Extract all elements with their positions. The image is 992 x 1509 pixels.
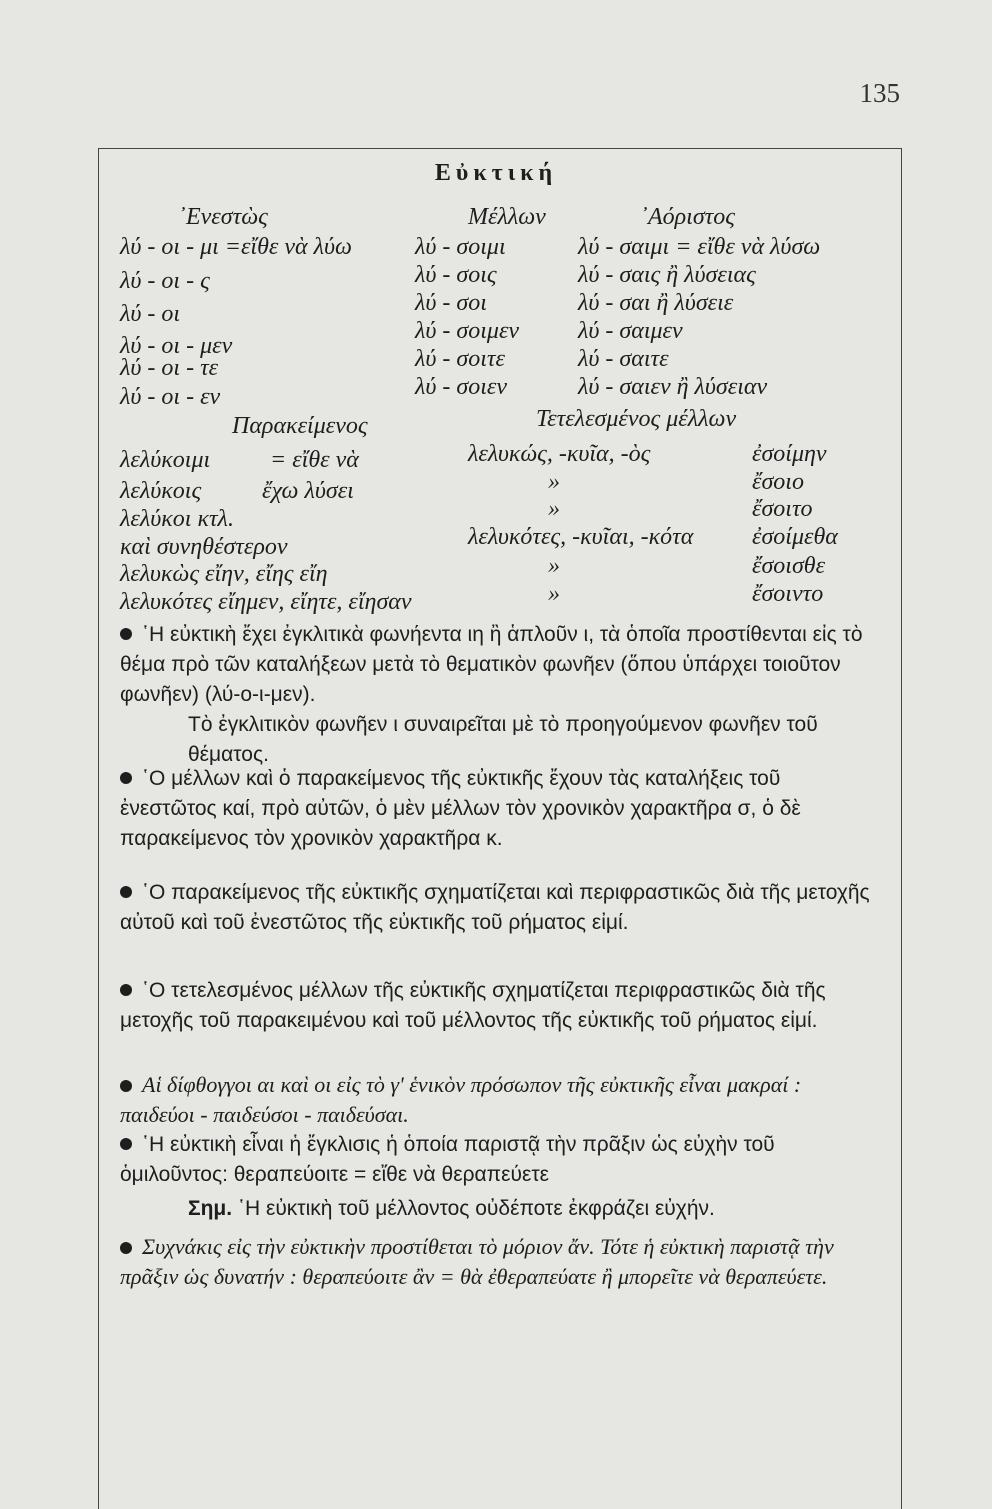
future-perfect-participle: »: [548, 581, 560, 607]
aorist-form: λύ - σαιτε: [578, 346, 669, 372]
aorist-form: λύ - σαιεν ἢ λύσειαν: [578, 374, 768, 400]
aorist-form: λύ - σαις ἢ λύσειας: [578, 262, 756, 288]
bullet-icon: [120, 772, 132, 784]
present-form: λύ - οι - ς: [120, 268, 210, 294]
note-paragraph: Σημ. ῾Η εὐκτικὴ τοῦ μέλλοντος οὐδέποτε ἐκφράζει εὐχήν.: [188, 1197, 715, 1220]
bullet-icon: [120, 984, 132, 996]
future-form: λύ - σοιεν: [415, 374, 508, 400]
bullet-icon: [120, 886, 132, 898]
bullet-icon: [120, 1080, 132, 1092]
present-form: λύ - οι: [120, 301, 181, 327]
header-perfect: Παρακείμενος: [232, 413, 368, 439]
perfect-form: καὶ συνηθέστερον: [120, 534, 288, 560]
perfect-form: λελύκοιμι: [120, 447, 211, 473]
future-perfect-aux: ἔσοιντο: [752, 581, 824, 607]
future-perfect-aux: ἔσοισθε: [752, 553, 826, 579]
bullet-icon: [120, 1138, 132, 1150]
future-perfect-aux: ἔσοιτο: [752, 496, 813, 522]
header-future: Μέλλων: [468, 204, 546, 230]
header-present: ᾿Ενεστὼς: [178, 204, 268, 230]
note-paragraph: Συχνάκις εἰς τὴν εὐκτικὴν προστίθεται τὸ μόριον ἄν. Τότε ἡ εὐκτικὴ παριστᾷ τὴν πρᾶξιν ὡς δυνατήν : θεραπεύοιτε ἂν = θὰ ἐθεραπεύατε ἢ μπορεῖτε νὰ θεραπεύετε.: [120, 1234, 834, 1289]
note-paragraph: ῾Η εὐκτικὴ εἶναι ἡ ἔγκλισις ἡ ὁποία παριστᾷ τὴν πρᾶξιν ὡς εὐχὴν τοῦ ὁμιλοῦντος: θεραπεύοιτε = εἴθε νὰ θεραπεύετε: [120, 1133, 775, 1186]
note-paragraph: ῾Ο μέλλων καὶ ὁ παρακείμενος τῆς εὐκτικῆς ἔχουν τὰς καταλήξεις τοῦ ἐνεστῶτος καί, πρὸ αὐτῶν, ὁ μὲν μέλλων τὸν χρονικὸν χαρακτῆρα σ, ὁ δὲ παρακείμενος τὸν χρονικὸν χαρακτῆρα κ.: [120, 767, 801, 850]
future-perfect-participle: λελυκότες, -κυῖαι, -κότα: [468, 524, 694, 550]
bullet-icon: [120, 1242, 132, 1254]
future-perfect-aux: ἐσοίμεθα: [752, 524, 838, 550]
perfect-form: λελύκοι κτλ.: [120, 506, 234, 532]
future-perfect-participle: »: [548, 496, 560, 522]
perfect-gloss: = εἴθε νὰ: [270, 447, 359, 473]
future-form: λύ - σοι: [415, 290, 487, 316]
aorist-form: λύ - σαιμεν: [578, 318, 683, 344]
perfect-gloss: ἔχω λύσει: [262, 478, 354, 504]
future-perfect-participle: »: [548, 553, 560, 579]
note-paragraph: Τὸ ἐγκλιτικὸν φωνῆεν ι συναιρεῖται μὲ τὸ προηγούμενον φωνῆεν τοῦ θέματος.: [188, 713, 818, 766]
note-paragraph: Αἱ δίφθογγοι αι καὶ οι εἰς τὸ γ' ἑνικὸν πρόσωπον τῆς εὐκτικῆς εἶναι μακραί : παιδεύοι - παιδεύσοι - παιδεύσαι.: [120, 1072, 802, 1127]
aorist-form: λύ - σαι ἢ λύσειε: [578, 290, 734, 316]
present-form: λύ - οι - μεν: [120, 333, 233, 359]
perfect-form: λελυκότες εἴημεν, εἴητε, εἴησαν: [120, 589, 412, 615]
future-form: λύ - σοις: [415, 262, 497, 288]
future-perfect-participle: λελυκώς, -κυῖα, -ὸς: [468, 441, 651, 467]
note-paragraph: ῾Ο τετελεσμένος μέλλων τῆς εὐκτικῆς σχηματίζεται περιφραστικῶς διὰ τῆς μετοχῆς τοῦ παρακειμένου καὶ τοῦ μέλλοντος τῆς εὐκτικῆς τοῦ ρήματος εἰμί.: [120, 979, 826, 1032]
future-perfect-aux: ἐσοίμην: [752, 441, 827, 467]
page-number: 135: [859, 78, 900, 108]
section-title: Εὐκτική: [434, 160, 558, 186]
present-form: λύ - οι - εν: [120, 384, 221, 410]
perfect-form: λελυκὼς εἴην, εἴης εἴη: [120, 561, 328, 587]
note-label: Σημ.: [188, 1197, 233, 1220]
header-future-perfect: Τετελεσμένος μέλλων: [536, 406, 737, 432]
bullet-icon: [120, 628, 132, 640]
future-form: λύ - σοιτε: [415, 346, 505, 372]
future-form: λύ - σοιμι: [415, 234, 506, 260]
note-paragraph: ῾Ο παρακείμενος τῆς εὐκτικῆς σχηματίζεται καὶ περιφραστικῶς διὰ τῆς μετοχῆς αὐτοῦ καὶ τοῦ ἐνεστῶτος τῆς εὐκτικῆς τοῦ ρήματος εἰμί.: [120, 881, 870, 934]
note-paragraph: ῾Η εὐκτικὴ ἔχει ἐγκλιτικὰ φωνήεντα ιη ἢ ἁπλοῦν ι, τὰ ὁποῖα προστίθενται εἰς τὸ θέμα πρὸ τῶν καταλήξεων μετὰ τὸ θεματικὸν φωνῆεν (ὅπου ὑπάρχει τοιοῦτον φωνῆεν) (λύ-ο-ι-μεν).: [120, 623, 863, 706]
aorist-form: λύ - σαιμι = εἴθε νὰ λύσω: [578, 234, 821, 260]
future-perfect-aux: ἔσοιο: [752, 469, 804, 495]
perfect-form: λελύκοις: [120, 478, 202, 504]
present-form: λύ - οι - μι =εἴθε νὰ λύω: [120, 234, 352, 260]
future-perfect-participle: »: [548, 469, 560, 495]
header-aorist: ᾿Αόριστος: [640, 204, 736, 230]
present-form: λύ - οι - τε: [120, 355, 219, 381]
future-form: λύ - σοιμεν: [415, 318, 520, 344]
